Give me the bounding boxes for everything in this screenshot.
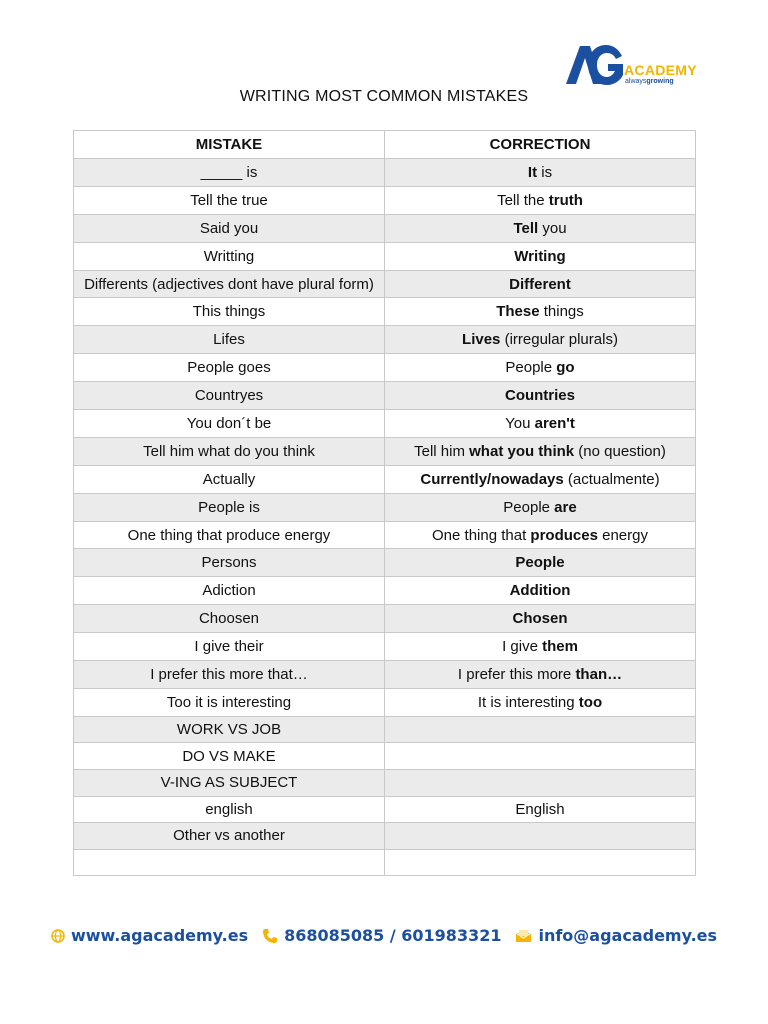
table-row [74, 437, 696, 465]
mistakes-table [73, 130, 696, 876]
correction-bold-text: produces [530, 526, 598, 544]
mistake-cell: Differents (adjectives dont have plural form) [74, 270, 385, 298]
correction-cell [385, 688, 696, 716]
logo-tagline: alwaysgrowing [625, 78, 674, 85]
table-row [74, 661, 696, 689]
academy-logo [562, 40, 702, 90]
mistake-cell: Adiction [74, 577, 385, 605]
header-correction: CORRECTION [385, 131, 696, 159]
correction-cell [385, 796, 696, 823]
table-row [74, 688, 696, 716]
correction-bold-text: go [556, 359, 575, 377]
mistake-cell: People goes [74, 354, 385, 382]
correction-note-text: you [538, 219, 567, 237]
mistake-cell: You don´t be [74, 410, 385, 438]
table-row [74, 242, 696, 270]
contact-footer [0, 926, 768, 945]
mistake-cell [74, 849, 385, 876]
correction-bold-text: Tell [513, 219, 539, 237]
mistake-cell: Actually [74, 465, 385, 493]
correction-cell [385, 633, 696, 661]
email-link[interactable] [515, 926, 717, 945]
table-row [74, 743, 696, 770]
correction-bold-text: People [515, 554, 565, 572]
correction-note-text: (actualmente) [563, 470, 660, 488]
phone-link[interactable] [262, 926, 501, 945]
table-header-row [74, 131, 696, 159]
correction-bold-text: Different [509, 275, 571, 293]
correction-text: I give [502, 638, 543, 656]
table-row [74, 493, 696, 521]
correction-cell [385, 716, 696, 743]
correction-bold-text: too [578, 693, 603, 711]
phone-text: 868085085 / 601983321 [284, 926, 502, 945]
correction-note-text: (irregular plurals) [500, 331, 618, 349]
correction-cell [385, 270, 696, 298]
mistake-cell: DO VS MAKE [74, 743, 385, 770]
mistake-cell: _____ is [74, 159, 385, 187]
table-row [74, 577, 696, 605]
correction-cell [385, 354, 696, 382]
table-row [74, 382, 696, 410]
table-row [74, 465, 696, 493]
correction-text: One thing that [432, 526, 531, 544]
table-row [74, 159, 696, 187]
table-row [74, 796, 696, 823]
correction-bold-text: Currently/nowadays [420, 470, 564, 488]
correction-bold-text: These [496, 303, 540, 321]
correction-cell [385, 493, 696, 521]
mistake-cell: This things [74, 298, 385, 326]
table-row [74, 770, 696, 797]
correction-cell [385, 186, 696, 214]
globe-icon [51, 929, 65, 943]
mistake-cell: Said you [74, 214, 385, 242]
mistake-cell: Writting [74, 242, 385, 270]
mail-icon [515, 929, 532, 943]
correction-bold-text: aren't [534, 414, 575, 432]
correction-cell [385, 382, 696, 410]
correction-cell [385, 743, 696, 770]
correction-bold-text: what you think [469, 442, 575, 460]
correction-note-text: is [537, 163, 553, 181]
correction-cell [385, 577, 696, 605]
website-link[interactable] [51, 926, 248, 945]
correction-cell [385, 214, 696, 242]
table-row [74, 270, 696, 298]
correction-bold-text: Countries [504, 387, 575, 405]
mistake-cell: One thing that produce energy [74, 521, 385, 549]
correction-bold-text: them [542, 638, 578, 656]
correction-bold-text: Lives [462, 331, 501, 349]
logo-wordmark: ACADEMY [624, 62, 697, 78]
email-text: info@agacademy.es [538, 926, 718, 945]
document-title: WRITING MOST COMMON MISTAKES [239, 88, 529, 105]
correction-text: People [503, 498, 555, 516]
correction-bold-text: than… [575, 665, 623, 683]
correction-cell [385, 437, 696, 465]
header-mistake: MISTAKE [74, 131, 385, 159]
correction-cell [385, 242, 696, 270]
correction-bold-text: It [527, 163, 538, 181]
mistake-cell: WORK VS JOB [74, 716, 385, 743]
phone-icon [262, 928, 278, 944]
correction-cell [385, 326, 696, 354]
website-text: www.agacademy.es [70, 926, 249, 945]
table-row [74, 633, 696, 661]
correction-cell [385, 823, 696, 850]
ag-logo-mark [562, 40, 624, 90]
table-row [74, 354, 696, 382]
correction-bold-text: Writing [514, 247, 566, 265]
correction-bold-text: Chosen [512, 610, 568, 628]
correction-text: Tell him [414, 442, 470, 460]
table-row [74, 186, 696, 214]
correction-text: English [515, 800, 565, 818]
correction-cell [385, 521, 696, 549]
correction-cell [385, 465, 696, 493]
correction-note-text: things [539, 303, 584, 321]
correction-text: I prefer this more [457, 665, 576, 683]
correction-bold-text: truth [548, 191, 583, 209]
table-row [74, 298, 696, 326]
mistake-cell: Other vs another [74, 823, 385, 850]
correction-cell [385, 661, 696, 689]
correction-note-text: (no question) [574, 442, 666, 460]
mistake-cell: english [74, 796, 385, 823]
correction-cell [385, 410, 696, 438]
table-row [74, 326, 696, 354]
table-row [74, 214, 696, 242]
correction-text: People [505, 359, 557, 377]
correction-text: It is interesting [477, 693, 579, 711]
correction-bold-text: Addition [509, 582, 571, 600]
table-row [74, 823, 696, 850]
mistake-cell: Too it is interesting [74, 688, 385, 716]
mistake-cell: Tell the true [74, 186, 385, 214]
table-row [74, 549, 696, 577]
mistake-cell: Tell him what do you think [74, 437, 385, 465]
mistake-cell: I prefer this more that… [74, 661, 385, 689]
table-row [74, 716, 696, 743]
mistake-cell: V-ING AS SUBJECT [74, 770, 385, 797]
correction-note-text: energy [597, 526, 648, 544]
mistake-cell: Choosen [74, 605, 385, 633]
correction-cell [385, 159, 696, 187]
table-row [74, 605, 696, 633]
table-row [74, 849, 696, 876]
correction-cell [385, 605, 696, 633]
table-row [74, 521, 696, 549]
correction-cell [385, 770, 696, 797]
mistake-cell: I give their [74, 633, 385, 661]
mistake-cell: Lifes [74, 326, 385, 354]
correction-bold-text: are [554, 498, 577, 516]
mistake-cell: Countryes [74, 382, 385, 410]
correction-text: Tell the [497, 191, 549, 209]
correction-text: You [505, 414, 535, 432]
correction-cell [385, 549, 696, 577]
correction-cell [385, 298, 696, 326]
table-row [74, 410, 696, 438]
mistake-cell: Persons [74, 549, 385, 577]
correction-cell [385, 849, 696, 876]
mistake-cell: People is [74, 493, 385, 521]
